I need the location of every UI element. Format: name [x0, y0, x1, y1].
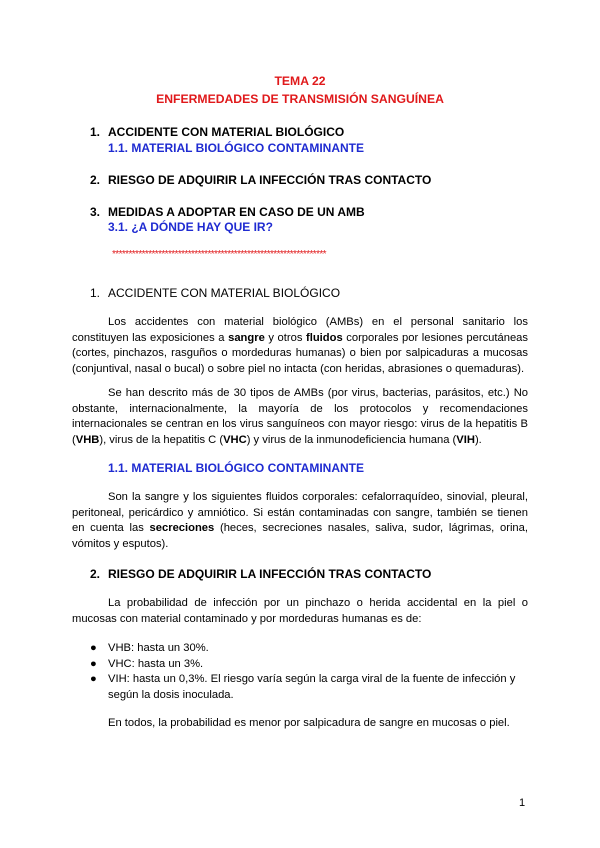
tema-number: TEMA 22 — [274, 74, 326, 88]
bullet-icon: ● — [90, 657, 97, 670]
bullet-icon: ● — [90, 642, 97, 654]
document-title: ENFERMEDADES DE TRANSMISIÓN SANGUÍNEA — [156, 92, 444, 106]
section-2-paragraph-1: La probabilidad de infección por un pinchazo o herida accidental en la piel o mucosas con material contaminado y por mordeduras humanas es de: — [72, 597, 528, 625]
toc-item-1-number: 1. — [90, 125, 101, 139]
section-1-1-paragraph: Son la sangre y los siguientes fluidos corporales: cefalorraquídeo, sinovial, pleural, peritoneal, pericárdico y amniótico. Si están contaminadas con sangre, también se tienen en cuenta las secreciones (heces, secreciones nasales, saliva, sudor, lágrimas, orina, vómitos y esputos). — [72, 491, 528, 550]
toc-subitem-1-1: 1.1. MATERIAL BIOLÓGICO CONTAMINANTE — [108, 141, 365, 155]
toc-subitem-3-1: 3.1. ¿A DÓNDE HAY QUE IR? — [108, 220, 273, 234]
section-2-paragraph-2: En todos, la probabilidad es menor por salpicadura de sangre en mucosas o piel. — [108, 717, 510, 729]
section-1-heading: ACCIDENTE CON MATERIAL BIOLÓGICO — [108, 286, 341, 300]
list-item: ● VIH: hasta un 0,3%. El riesgo varía según la carga viral de la fuente de infección y según la dosis inoculada. — [90, 673, 516, 701]
section-1-1-heading: 1.1. MATERIAL BIOLÓGICO CONTAMINANTE — [108, 461, 365, 475]
list-item: ● VHC: hasta un 3%. — [90, 657, 528, 673]
section-1-paragraph-2: Se han descrito más de 30 tipos de AMBs (por virus, bacterias, parásitos, etc.) No obstante, internacionalmente, la mayoría de los protocolos y recomendaciones internacionales se centran en los virus sanguíneos con mayor riesgo: virus de la hepatitis B (VHB), virus de la hepatitis C (VHC) y virus de la inmunodeficiencia humana (VIH). — [72, 387, 528, 446]
toc-item-2-number: 2. — [90, 173, 101, 187]
bullet-icon: ● — [90, 673, 97, 686]
toc-item-1-text: ACCIDENTE CON MATERIAL BIOLÓGICO — [108, 125, 345, 139]
section-2-heading: RIESGO DE ADQUIRIR LA INFECCIÓN TRAS CONTACTO — [108, 567, 432, 581]
section-1-paragraph-1: Los accidentes con material biológico (AMBs) en el personal sanitario los constituyen las exposiciones a sangre y otros fluidos corporales por lesiones percutáneas (cortes, pinchazos, rasguños o mordeduras humanas) o bien por salpicaduras a mucosas (conjuntival, nasal o bucal) o sobre piel no intacta (con heridas, abrasiones o quemaduras). — [72, 316, 528, 375]
list-item: ● VHB: hasta un 30%. — [90, 641, 528, 657]
toc-item-3-number: 3. — [90, 205, 101, 219]
toc-item-3-text: MEDIDAS A ADOPTAR EN CASO DE UN AMB — [108, 205, 365, 219]
section-2-number: 2. — [90, 567, 101, 581]
section-1-number: 1. — [90, 286, 101, 300]
page-number: 1 — [519, 797, 526, 809]
separator-line: ***************************************************************** — [112, 249, 326, 260]
toc-item-2-text: RIESGO DE ADQUIRIR LA INFECCIÓN TRAS CONTACTO — [108, 173, 432, 187]
risk-list — [90, 641, 528, 703]
